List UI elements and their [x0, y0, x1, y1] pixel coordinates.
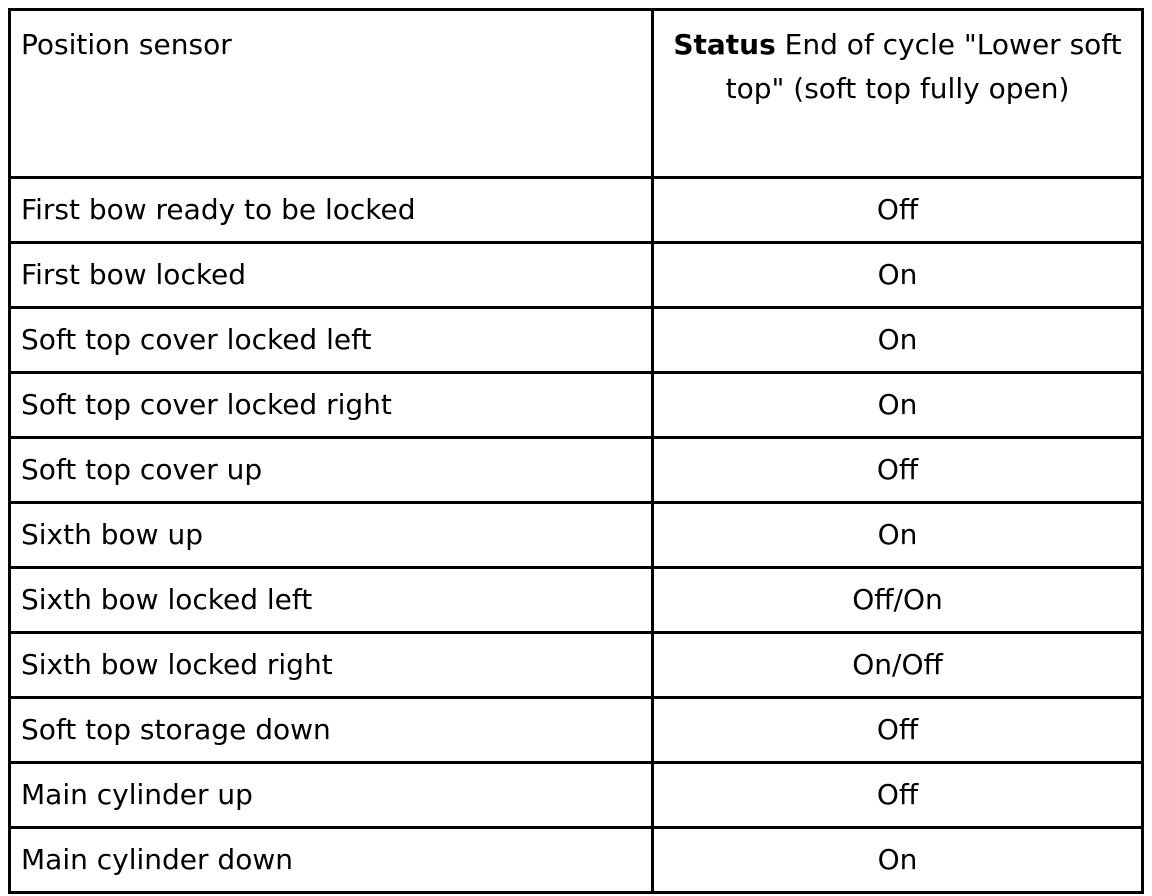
table-header-row: [10, 10, 1143, 178]
table-row: [10, 373, 1143, 438]
sensor-name-cell: Sixth bow locked right: [10, 633, 653, 698]
status-cell: On: [653, 373, 1143, 438]
sensor-name-cell: First bow locked: [10, 243, 653, 308]
status-cell: Off: [653, 178, 1143, 243]
sensor-name-cell: First bow ready to be locked: [10, 178, 653, 243]
status-cell: On/Off: [653, 633, 1143, 698]
table-row: [10, 308, 1143, 373]
sensor-name-cell: Sixth bow locked left: [10, 568, 653, 633]
sensor-name-cell: Soft top cover locked left: [10, 308, 653, 373]
status-cell: On: [653, 308, 1143, 373]
table-row: [10, 828, 1143, 893]
column-header-position-sensor: Position sensor: [10, 10, 653, 178]
status-label: Status: [673, 28, 776, 61]
status-description: End of cycle "Lower soft top" (soft top fully open): [725, 28, 1122, 105]
status-cell: On: [653, 828, 1143, 893]
status-cell: Off: [653, 438, 1143, 503]
status-cell: Off: [653, 698, 1143, 763]
table-row: [10, 698, 1143, 763]
table-row: [10, 568, 1143, 633]
sensor-name-cell: Soft top storage down: [10, 698, 653, 763]
sensor-name-cell: Main cylinder up: [10, 763, 653, 828]
status-cell: Off: [653, 763, 1143, 828]
table-row: [10, 438, 1143, 503]
column-header-status: [653, 10, 1143, 178]
table-row: [10, 633, 1143, 698]
table-row: [10, 243, 1143, 308]
sensor-name-cell: Soft top cover locked right: [10, 373, 653, 438]
status-cell: On: [653, 243, 1143, 308]
sensor-name-cell: Sixth bow up: [10, 503, 653, 568]
sensor-name-cell: Main cylinder down: [10, 828, 653, 893]
table-row: [10, 763, 1143, 828]
table-row: [10, 178, 1143, 243]
status-cell: On: [653, 503, 1143, 568]
sensor-name-cell: Soft top cover up: [10, 438, 653, 503]
table-row: [10, 503, 1143, 568]
status-cell: Off/On: [653, 568, 1143, 633]
position-sensor-table: [8, 8, 1144, 894]
